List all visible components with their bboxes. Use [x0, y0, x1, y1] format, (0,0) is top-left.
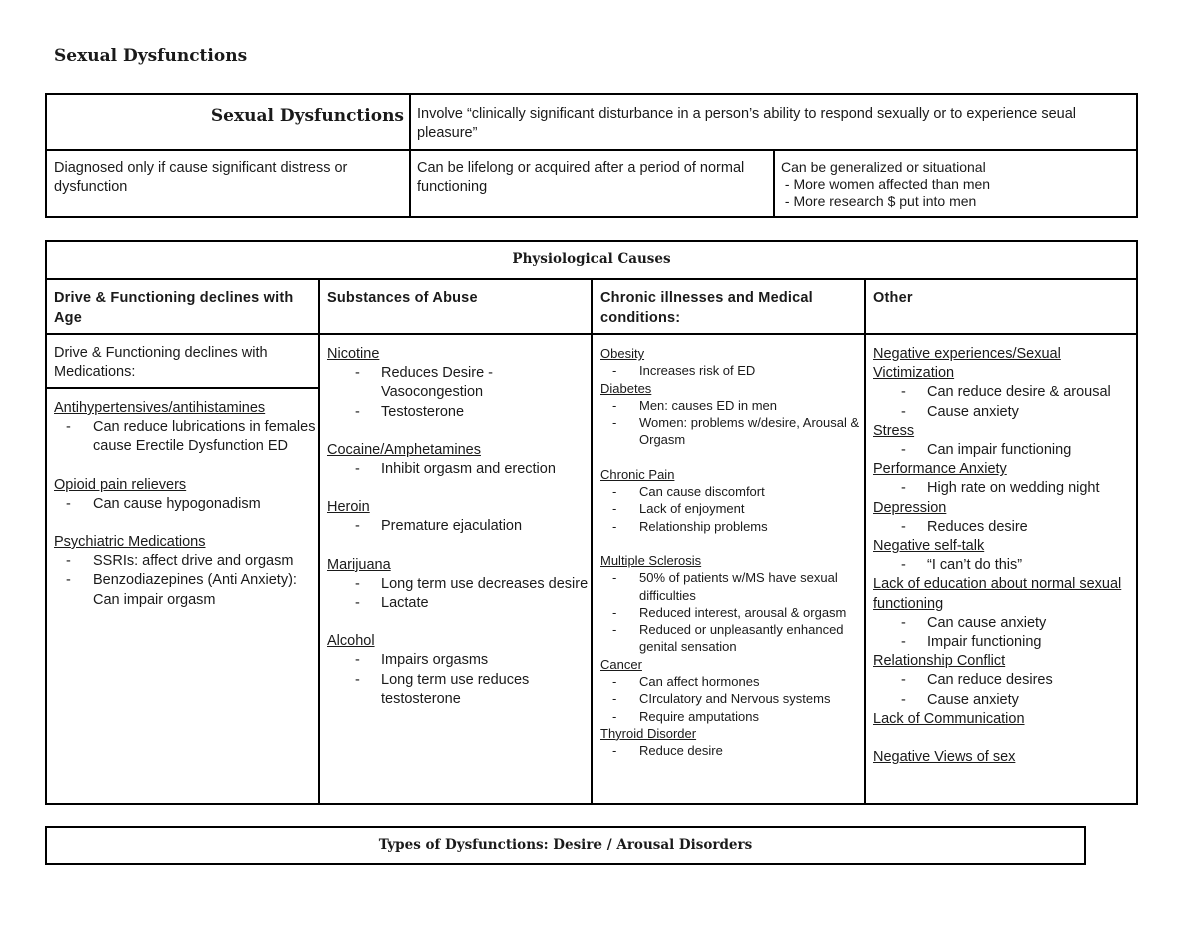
- list-item: - Can affect hormones: [612, 674, 760, 690]
- list-item: - Can reduce desire & arousal: [901, 384, 1111, 401]
- list-item: - Impairs orgasms: [355, 652, 489, 669]
- list-item: - CIrculatory and Nervous systems: [612, 691, 831, 707]
- list-item: - Can reduce lubrications in females cause Erectile Dysfunction ED: [66, 419, 316, 455]
- list-item: - Can cause anxiety: [901, 614, 1047, 631]
- substances-column: [327, 345, 589, 709]
- list-item: - Premature ejaculation: [355, 518, 523, 535]
- list-item: - Relationship problems: [612, 518, 768, 534]
- physiological-causes-table: [45, 240, 1138, 805]
- list-item: - Inhibit orgasm and erection: [355, 461, 556, 478]
- section-heading: Cocaine/Amphetamines: [327, 441, 481, 458]
- list-item: - Benzodiazepines (Anti Anxiety): Can impair orgasm: [66, 572, 297, 608]
- list-item: - High rate on wedding night: [901, 480, 1100, 497]
- list-item: - Can reduce desires: [901, 672, 1053, 689]
- document-title: Sexual Dysfunctions: [54, 46, 248, 66]
- list-item: - SSRIs: affect drive and orgasm: [66, 553, 294, 570]
- overview-scope: [781, 159, 1131, 210]
- section-heading: Nicotine: [327, 346, 380, 362]
- overview-criteria: Diagnosed only if cause significant distress or dysfunction: [54, 160, 348, 195]
- list-item: - Long term use reduces testosterone: [355, 671, 530, 707]
- section-heading: Heroin: [327, 499, 370, 516]
- other-column: [873, 345, 1138, 767]
- section-heading: Lack of education about normal sexual functioning: [873, 576, 1122, 612]
- list-item: - Can cause hypogonadism: [66, 495, 261, 512]
- list-item: - Reduces Desire - Vasocongestion: [355, 365, 494, 401]
- medications-label: Drive & Functioning declines with Medications:: [54, 345, 268, 381]
- column-header-chronic: Chronic illnesses and Medical conditions:: [600, 290, 813, 326]
- list-item: - Can cause discomfort: [612, 484, 765, 500]
- list-item: - Long term use decreases desire: [355, 575, 589, 592]
- section-heading: Obesity: [600, 346, 645, 361]
- section-heading: Multiple Sclerosis: [600, 552, 702, 568]
- list-item: - Lack of enjoyment: [612, 501, 745, 517]
- overview-header-label: Sexual Dysfunctions: [210, 106, 404, 126]
- list-item: - Men: causes ED in men: [612, 397, 778, 413]
- section-heading: Stress: [873, 422, 915, 439]
- column-header-age: Drive & Functioning declines with Age: [54, 290, 294, 326]
- list-item: - 50% of patients w/MS have sexual difficulties: [612, 570, 838, 603]
- overview-onset: Can be lifelong or acquired after a period of normal functioning: [417, 160, 745, 195]
- section-heading: Antihypertensives/antihistamines: [54, 400, 266, 416]
- section-heading: Chronic Pain: [600, 466, 675, 482]
- list-item: - Reduce desire: [612, 743, 723, 759]
- list-item: - Women: problems w/desire, Arousal & Orgasm: [612, 415, 860, 448]
- list-item: - Increases risk of ED: [612, 363, 756, 379]
- list-item: - “I can’t do this”: [901, 557, 1023, 574]
- list-item: - Can impair functioning: [901, 442, 1072, 459]
- list-item: - Require amputations: [612, 708, 759, 724]
- column-header-other: Other: [873, 290, 913, 306]
- section-heading: Performance Anxiety: [873, 461, 1007, 478]
- section-heading: Diabetes: [600, 380, 652, 396]
- overview-scope-bullet: - More women affected than men: [781, 176, 991, 192]
- section-heading: Cancer: [600, 656, 642, 672]
- physiological-title: Physiological Causes: [512, 251, 671, 267]
- chronic-column: [600, 345, 862, 760]
- overview-scope-text: Can be generalized or situational: [781, 159, 986, 175]
- list-item: - Reduced or unpleasantly enhanced genital sensation: [612, 622, 844, 655]
- section-heading: Negative self-talk: [873, 538, 985, 555]
- age-column: [54, 399, 316, 610]
- section-heading: Alcohol: [327, 633, 375, 650]
- section-heading: Marijuana: [327, 556, 391, 573]
- overview-scope-bullet: - More research $ put into men: [781, 193, 977, 209]
- list-item: - Impair functioning: [901, 634, 1042, 651]
- types-dysfunctions-table: Types of Dysfunctions: Desire / Arousal Disorders: [45, 826, 1086, 865]
- section-heading: Depression: [873, 499, 947, 516]
- section-heading: Negative Views of sex: [873, 749, 1016, 766]
- list-item: - Cause anxiety: [901, 403, 1019, 420]
- column-header-substances: Substances of Abuse: [327, 290, 478, 306]
- section-heading: Opioid pain relievers: [54, 476, 187, 493]
- section-heading: Psychiatric Medications: [54, 534, 206, 551]
- overview-table: [45, 93, 1138, 218]
- list-item: - Cause anxiety: [901, 691, 1019, 708]
- list-item: - Reduces desire: [901, 518, 1028, 535]
- section-heading: Thyroid Disorder: [600, 725, 697, 741]
- section-heading: Negative experiences/Sexual Victimization: [873, 346, 1061, 382]
- list-item: - Lactate: [355, 595, 429, 612]
- list-item: - Testosterone: [355, 403, 465, 420]
- section-heading: Lack of Communication: [873, 710, 1025, 727]
- list-item: - Reduced interest, arousal & orgasm: [612, 604, 847, 620]
- overview-definition: Involve “clinically significant disturbance in a person’s ability to respond sexually or to experience seual pleasure”: [417, 106, 1077, 141]
- section-heading: Relationship Conflict: [873, 653, 1006, 670]
